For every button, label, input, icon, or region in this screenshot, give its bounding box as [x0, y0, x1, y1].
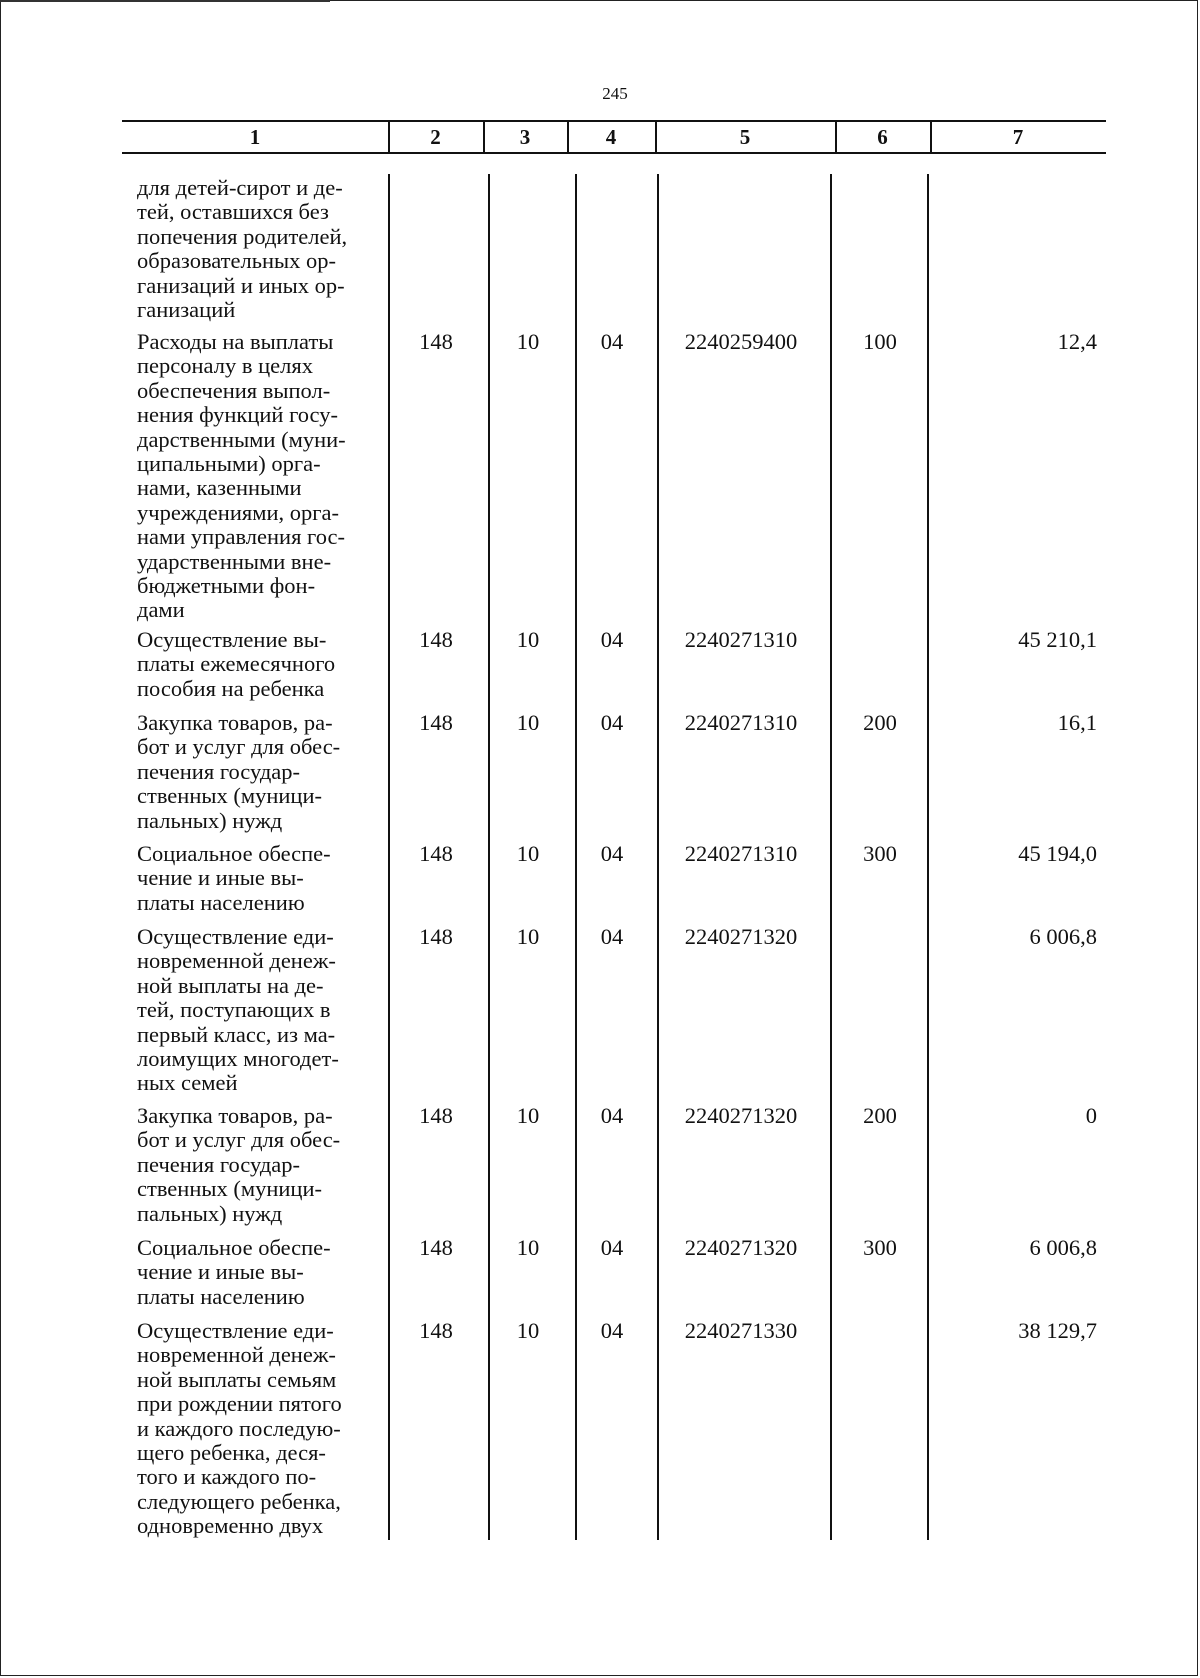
- description-line: платы населению: [137, 1283, 305, 1309]
- code-column-5: 2240271320: [684, 1235, 798, 1260]
- description-line: одновременно двух: [137, 1513, 324, 1539]
- description-line: лоимущих многодет-: [137, 1046, 339, 1072]
- column-header-5: 5: [739, 125, 751, 149]
- code-column-6: 200: [863, 710, 897, 735]
- amount: 0: [1085, 1103, 1097, 1128]
- row-description: [137, 842, 389, 915]
- header-divider-1: [388, 120, 390, 154]
- code-column-4: 04: [600, 924, 624, 949]
- column-header-7: 7: [1012, 125, 1024, 149]
- code-column-5: 2240259400: [684, 329, 798, 354]
- code-column-6: 300: [863, 1235, 897, 1260]
- amount: 45 194,0: [1018, 841, 1097, 866]
- description-line: того и каждого по-: [137, 1464, 317, 1490]
- description-line: ганизаций: [137, 297, 236, 323]
- code-column-3: 10: [516, 841, 540, 866]
- code-column-2: 148: [419, 710, 453, 735]
- table-header-bottom-rule: [122, 152, 1106, 154]
- column-header-2: 2: [430, 125, 441, 149]
- row-description: [137, 1104, 389, 1226]
- code-column-6: 100: [863, 329, 897, 354]
- amount: 45 210,1: [1018, 627, 1097, 652]
- amount: 16,1: [1057, 710, 1097, 735]
- description-line: Осуществление вы-: [137, 627, 327, 652]
- description-line: ственных (муници-: [137, 783, 323, 809]
- row-description: [137, 1236, 389, 1309]
- description-line: бот и услуг для обес-: [137, 1127, 341, 1153]
- description-line: Социальное обеспе-: [137, 1235, 331, 1260]
- code-column-2: 148: [419, 627, 453, 652]
- description-line: учреждениями, орга-: [137, 499, 339, 525]
- code-column-4: 04: [600, 1235, 624, 1260]
- description-line: бюджетными фон-: [137, 573, 316, 599]
- column-header-6: 6: [877, 125, 888, 149]
- description-line: ударственными вне-: [137, 548, 332, 574]
- row-description: [137, 176, 389, 322]
- code-column-5: 2240271320: [684, 924, 798, 949]
- description-line: платы ежемесячного: [137, 651, 336, 677]
- code-column-3: 10: [516, 1235, 540, 1260]
- code-column-3: 10: [516, 329, 540, 354]
- code-column-4: 04: [600, 841, 624, 866]
- description-line: новременной денеж-: [137, 948, 336, 974]
- description-line: печения государ-: [137, 758, 301, 784]
- header-divider-6: [930, 120, 932, 154]
- code-column-6: 300: [863, 841, 897, 866]
- description-line: для детей-сирот и де-: [137, 175, 343, 200]
- code-column-2: 148: [419, 841, 453, 866]
- description-line: Закупка товаров, ра-: [137, 1103, 333, 1128]
- description-line: ганизаций и иных ор-: [137, 272, 345, 298]
- description-line: и каждого последую-: [137, 1415, 341, 1441]
- description-line: нами управления гос-: [137, 524, 346, 550]
- column-header-1: 1: [249, 125, 261, 149]
- description-line: Расходы на выплаты: [137, 329, 334, 354]
- header-divider-5: [835, 120, 837, 154]
- table-header-top-rule: [122, 120, 1106, 122]
- amount: 6 006,8: [1029, 1235, 1097, 1260]
- description-line: нами, казенными: [137, 475, 302, 501]
- description-line: персоналу в целях: [137, 353, 313, 379]
- description-line: тей, поступающих в: [137, 997, 331, 1023]
- row-description: [137, 711, 389, 833]
- header-divider-2: [483, 120, 485, 154]
- code-column-3: 10: [516, 924, 540, 949]
- code-column-5: 2240271320: [684, 1103, 798, 1128]
- code-column-4: 04: [600, 329, 624, 354]
- description-line: чение и иные вы-: [137, 1259, 304, 1285]
- code-column-2: 148: [419, 924, 453, 949]
- description-line: обеспечения выпол-: [137, 377, 331, 403]
- code-column-4: 04: [600, 1318, 624, 1343]
- row-description: [137, 628, 389, 701]
- description-line: бот и услуг для обес-: [137, 734, 341, 760]
- code-column-5: 2240271310: [684, 710, 798, 735]
- code-column-5: 2240271330: [684, 1318, 798, 1343]
- row-description: [137, 330, 389, 623]
- code-column-3: 10: [516, 627, 540, 652]
- code-column-3: 10: [516, 710, 540, 735]
- description-line: ной выплаты на де-: [137, 972, 324, 998]
- code-column-2: 148: [419, 1103, 453, 1128]
- description-line: Осуществление еди-: [137, 1318, 334, 1343]
- description-line: дарственными (муни-: [137, 426, 346, 452]
- description-line: первый класс, из ма-: [137, 1021, 336, 1047]
- description-line: при рождении пятого: [137, 1391, 342, 1417]
- amount: 12,4: [1057, 329, 1097, 354]
- description-line: образовательных ор-: [137, 248, 337, 274]
- code-column-4: 04: [600, 627, 624, 652]
- code-column-5: 2240271310: [684, 841, 798, 866]
- description-line: пальных) нужд: [137, 807, 283, 833]
- code-column-4: 04: [600, 1103, 624, 1128]
- description-line: пальных) нужд: [137, 1200, 283, 1226]
- description-line: щего ребенка, деся-: [137, 1440, 326, 1466]
- description-line: ной выплаты семьям: [137, 1366, 337, 1392]
- scan-top-edge: [0, 0, 330, 2]
- header-divider-4: [655, 120, 657, 154]
- description-line: ципальными) орга-: [137, 451, 321, 477]
- code-column-6: 200: [863, 1103, 897, 1128]
- description-line: нения функций госу-: [137, 402, 338, 428]
- description-line: платы населению: [137, 889, 305, 915]
- row-description: [137, 925, 389, 1096]
- description-line: чение и иные вы-: [137, 865, 304, 891]
- column-header-3: 3: [519, 125, 531, 149]
- description-line: Осуществление еди-: [137, 924, 334, 949]
- page-number: 245: [602, 84, 628, 103]
- description-line: дами: [137, 597, 185, 623]
- description-line: ственных (муници-: [137, 1176, 323, 1202]
- description-line: Социальное обеспе-: [137, 841, 331, 866]
- code-column-2: 148: [419, 329, 453, 354]
- code-column-4: 04: [600, 710, 624, 735]
- description-line: тей, оставшихся без: [137, 199, 329, 225]
- description-line: новременной денеж-: [137, 1342, 336, 1368]
- row-description: [137, 1319, 389, 1539]
- code-column-3: 10: [516, 1318, 540, 1343]
- description-line: Закупка товаров, ра-: [137, 710, 333, 735]
- description-line: пособия на ребенка: [137, 675, 325, 701]
- amount: 38 129,7: [1018, 1318, 1097, 1343]
- header-divider-3: [567, 120, 569, 154]
- code-column-2: 148: [419, 1318, 453, 1343]
- description-line: следующего ребенка,: [137, 1488, 341, 1514]
- column-header-4: 4: [605, 125, 617, 149]
- code-column-3: 10: [516, 1103, 540, 1128]
- description-line: печения государ-: [137, 1151, 301, 1177]
- description-line: ных семей: [137, 1070, 238, 1096]
- code-column-5: 2240271310: [684, 627, 798, 652]
- description-line: попечения родителей,: [137, 223, 348, 249]
- code-column-2: 148: [419, 1235, 453, 1260]
- amount: 6 006,8: [1029, 924, 1097, 949]
